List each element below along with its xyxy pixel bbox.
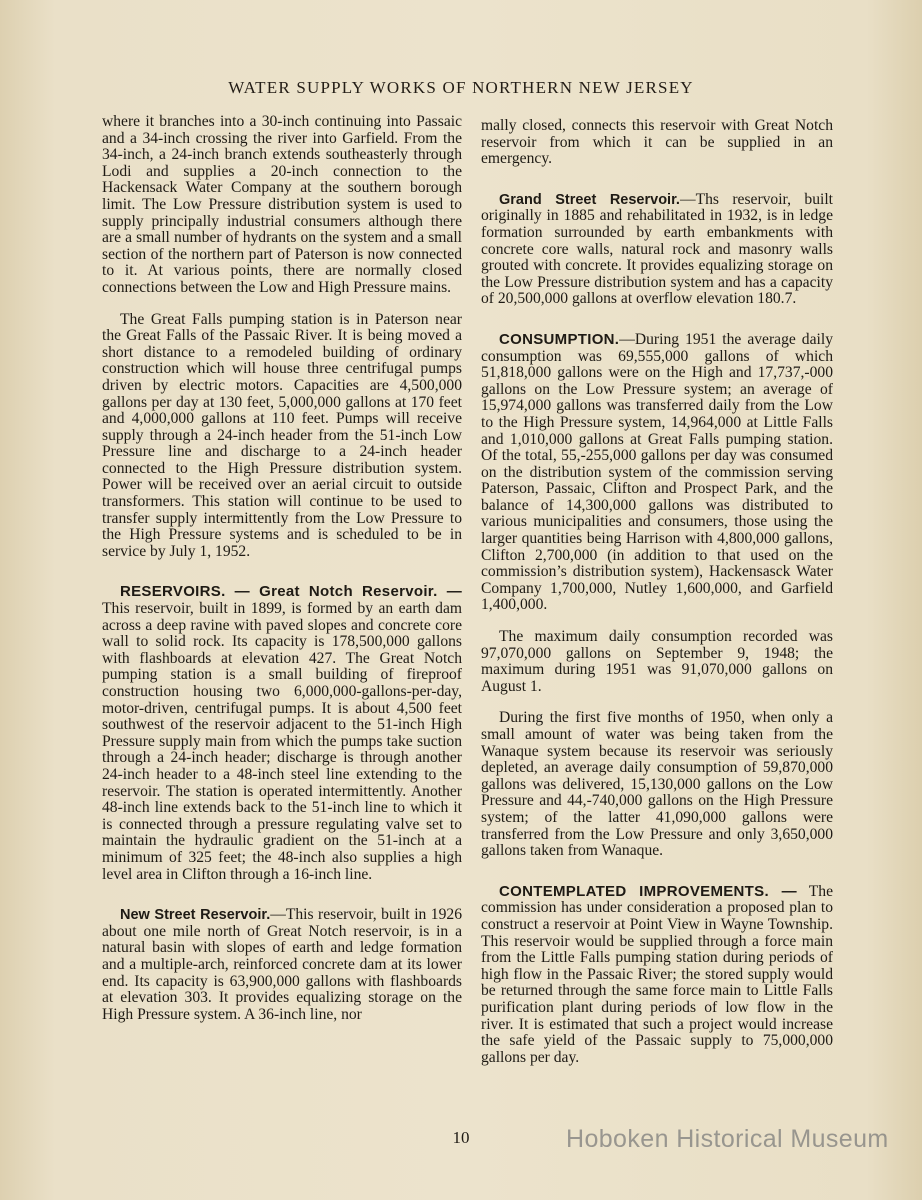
consumption-text: —During 1951 the average daily consumption was 69,555,000 gallons of which 51,818,000 gallons were on the High and 17,737,-000 gallons on the Low Pressure system; an average of 15,974,000 gallons was transferred daily from the Low to the High Pressure system, 14,964,000 at Little Falls and 1,010,000 gallons at Great Falls pumping station. Of the total, 55,-255,000 gallons per day was consumed on the distribution system of the commission serving Paterson, Passaic, Clifton and Prospect Park, and the balance of 14,300,000 gallons was distributed to various municipalities and consumers, those using the larger quantities being Harrison with 4,800,000 gallons, Clifton 2,700,000 (in addition to that used on the commission’s distribution system), Hackensasck Water Company 1,700,000, Nutley 1,600,000, and Garfield 1,400,000. — [481, 330, 833, 614]
reservoirs-heading: RESERVOIRS. — Great Notch Reservoir. — — [120, 583, 462, 601]
grand-street-text: —Ths reservoir, built originally in 1885 and rehabilitated in 1932, is in ledge formation surrounded by earth embankments with concrete core walls, natural rock and masonry walls grouted with concrete. It provides equalizing storage on the Low Pressure distribution system and has a capacity of 20,500,000 gallons at overflow elevation 180.7. — [481, 190, 833, 308]
paragraph-grand-street-reservoir — [481, 192, 833, 308]
consumption-heading: CONSUMPTION. — [499, 330, 620, 348]
paragraph-contemplated-improvements — [481, 884, 833, 1067]
running-title: WATER SUPPLY WORKS OF NORTHERN NEW JERSEY — [228, 78, 694, 97]
page-number: 10 — [452, 1128, 470, 1147]
new-street-heading: New Street Reservoir. — [120, 907, 271, 924]
improvements-heading: CONTEMPLATED IMPROVEMENTS. — — [499, 882, 797, 900]
great-notch-text: This reservoir, built in 1899, is formed by an earth dam across a deep ravine with paved slopes and concrete core wall to solid rock. Its capacity is 178,500,000 gallons with flashboards at elevation 427. The Great Notch pumping station is a small building of fireproof construction housing two 6,000,000-gallons-per-day, motor-driven, centrifugal pumps. It is about 4,500 feet southwest of the reservoir adjacent to the 51-inch High Pressure supply main from which the pumps take suction through a 24-inch header; discharge is through another 24-inch header to a 48-inch steel line extending to the reservoir. The station is operated intermittently. Another 48-inch line extends back to the 51-inch line to which it is connected through a pressure regulating valve set to maintain the hydraulic gradient on the 51-inch at a minimum of 325 feet; the 48-inch also supplies a high level area in Clifton through a 16-inch line. — [102, 600, 462, 883]
paragraph-great-falls-station: The Great Falls pumping station is in Paterson near the Great Falls of the Passaic River. It is being moved a short distance to a remodeled building of ordinary construction which will house three centrifugal pumps driven by electric motors. Capacities are 4,500,000 gallons per day at 130 feet, 5,000,000 gallons at 170 feet and 4,000,000 gallons at 110 feet. Pumps will receive supply through a 24-inch header from the 51-inch Low Pressure line and discharge to a 24-inch header connected to the High Pressure distribution system. Power will be received over an aerial circuit to outside transformers. This station will continue to be used to transfer supply intermittently from the Low Pressure to the High Pressure systems and is scheduled to be in service by July 1, 1952. — [102, 310, 462, 560]
paragraph-maximum-consumption: The maximum daily consumption recorded was 97,070,000 gallons on September 9, 1948; the maximum during 1951 was 91,070,000 gallons on August 1. — [481, 628, 833, 695]
new-street-text: —This reservoir, built in 1926 about one mile north of Great Notch reservoir, is in a natural basin with slopes of earth and ledge formation and a multiple-arch, reinforced concrete dam at its lower end. Its capacity is 63,900,000 gallons with flashboards at elevation 303. It provides equalizing storage on the High Pressure system. A 36-inch line, nor — [102, 906, 462, 1023]
paragraph-new-street-reservoir — [102, 907, 462, 1023]
paragraph-low-pressure-system: where it branches into a 30-inch continuing into Passaic and a 34-inch crossing the river into Garfield. From the 34-inch, a 24-inch branch extends southeasterly through Lodi and supplies a 20-inch connection to the Hackensack Water Company at the southern borough limit. The Low Pressure distribution system is used to supply principally industrial consumers although there are a small number of hydrants on the system and a small section of the northern part of Paterson is now connected to it. At various points, there are normally closed connections between the Low and High Pressure mains. — [102, 113, 462, 296]
right-column — [481, 118, 833, 1066]
grand-street-heading: Grand Street Reservoir. — [499, 191, 680, 208]
left-column — [102, 114, 462, 1023]
paragraph-great-notch-reservoir — [102, 584, 462, 883]
improvements-text: The commission has under consideration a proposed plan to construct a reservoir at Point View in Wayne Township. This reservoir would be supplied through a force main from the Little Falls pumping station during periods of high flow in the Passaic River; the stored supply would be returned through the same force main to Little Falls purification plant during periods of low flow in the river. It is estimated that such a project would increase the safe yield of the Passaic supply to 75,000,000 gallons per day. — [481, 882, 833, 1066]
paragraph-consumption — [481, 332, 833, 614]
museum-watermark: Hoboken Historical Museum — [566, 1125, 889, 1153]
paragraph-1950-consumption: During the first five months of 1950, when only a small amount of water was being taken from the Wanaque system because its reservoir was seriously depleted, an average daily consumption of 59,870,000 gallons was delivered, 15,130,000 gallons on the Low Pressure and 44,-740,000 gallons on the High Pressure system; of the latter 41,090,000 gallons were transferred from the Low Pressure and only 3,650,000 gallons taken from Wanaque. — [481, 709, 833, 860]
paragraph-new-street-continued: mally closed, connects this reservoir with Great Notch reservoir from which it can be supplied in an emergency. — [481, 117, 833, 168]
